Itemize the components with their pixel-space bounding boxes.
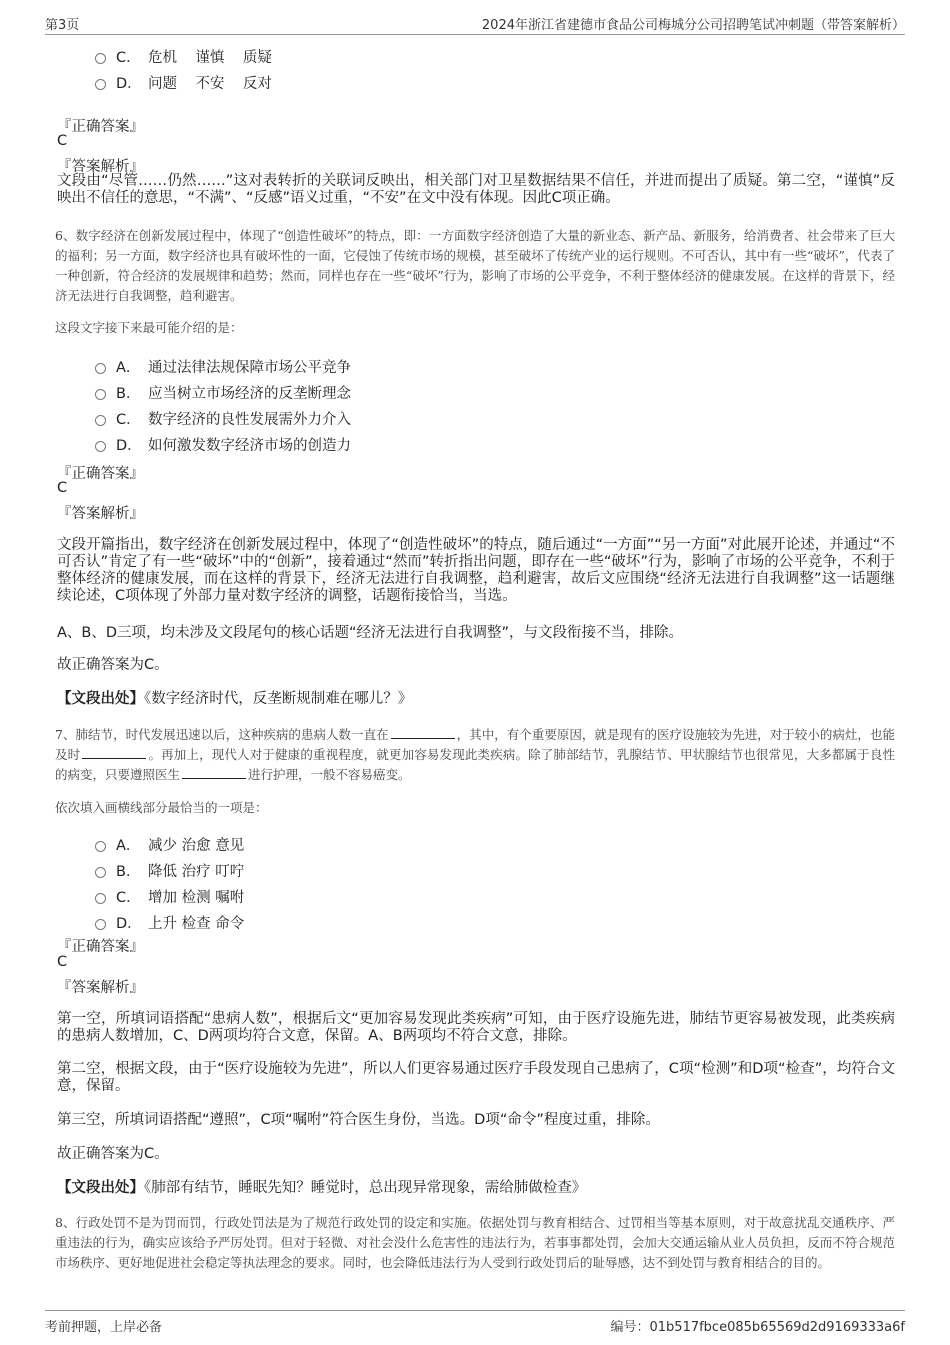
question-prompt: 依次填入画横线部分最恰当的一项是：	[55, 800, 268, 815]
analysis-paragraph: 故正确答案为C。	[57, 657, 169, 673]
document-id: 编号：01b517fbce085b65569d2d9169333a6f	[610, 1320, 905, 1335]
answer-label: 『正确答案』	[57, 466, 144, 482]
answer-value: C	[57, 133, 68, 149]
page-header	[45, 10, 905, 35]
radio-icon[interactable]	[95, 919, 106, 930]
q6-option-d[interactable]: D． 如何激发数字经济市场的创造力	[95, 433, 351, 455]
q5-option-c[interactable]: C． 危机 谨慎 质疑	[95, 45, 272, 67]
radio-icon[interactable]	[95, 363, 106, 374]
question-prompt: 这段文字接下来最可能介绍的是：	[55, 320, 243, 335]
q6-option-a[interactable]: A． 通过法律法规保障市场公平竞争	[95, 355, 351, 377]
q7-option-a[interactable]: A． 减少 治愈 意见	[95, 833, 244, 855]
source-label: 【文段出处】	[57, 691, 144, 707]
page-footer	[45, 1310, 905, 1333]
q6-option-b[interactable]: B． 应当树立市场经济的反垄断理念	[95, 381, 351, 403]
analysis-label: 『答案解析』	[57, 159, 144, 175]
q7-option-c[interactable]: C． 增加 检测 嘱咐	[95, 885, 244, 907]
answer-label: 『正确答案』	[57, 939, 144, 955]
radio-icon[interactable]	[95, 415, 106, 426]
blank-line	[391, 726, 455, 739]
question-stem: 8、行政处罚不是为罚而罚，行政处罚法是为了规范行政处罚的设定和实施。依据处罚与教育相结合、过罚相当等基本原则，对于故意扰乱交通秩序、严重违法的行为，确实应该给予严厉处罚。但对于轻微、对社会没什么危害性的违法行为，若事事都处罚，会加大交通运输从业人员负担，反而不符合规范市场秩序、更好地促进社会稳定等执法理念的要求。同时，也会降低违法行为人受到行政处罚后的耻辱感，达不到处罚与教育相结合的目的。	[55, 1215, 895, 1270]
radio-icon[interactable]	[95, 79, 106, 90]
answer-label: 『正确答案』	[57, 119, 144, 135]
question-stem: 6、数字经济在创新发展过程中，体现了“创造性破坏”的特点，即：一方面数字经济创造了大量的新业态、新产品、新服务，给消费者、社会带来了巨大的福利；另一方面，数字经济也具有破坏性的一面，它侵蚀了传统市场的规模，甚至破坏了传统产业的运行规则。不可否认，其中有一些“破坏”，代表了一种创新，符合经济的发展规律和趋势；然而，同样也存在一些“破坏”行为，影响了市场的公平竞争，不利于整体经济的健康发展。在这样的背景下，经济无法进行自我调整，趋利避害。	[55, 228, 895, 303]
radio-icon[interactable]	[95, 893, 106, 904]
analysis-paragraph: 第二空，根据文段，由于“医疗设施较为先进”，所以人们更容易通过医疗手段发现自己患病了，C项“检测”和D项“检查”，均符合文意，保留。	[57, 1061, 895, 1094]
radio-icon[interactable]	[95, 53, 106, 64]
document-title: 2024年浙江省建德市食品公司梅城分公司招聘笔试冲刺题（带答案解析）	[481, 18, 905, 33]
source-label: 【文段出处】	[57, 1180, 144, 1196]
analysis-label: 『答案解析』	[57, 980, 144, 996]
radio-icon[interactable]	[95, 389, 106, 400]
source-line	[57, 1180, 895, 1197]
footer-slogan: 考前押题，上岸必备	[45, 1320, 163, 1335]
analysis-paragraph: 文段开篇指出，数字经济在创新发展过程中，体现了“创造性破坏”的特点，随后通过“一方面”“另一方面”对此展开论述，并通过“不可否认”肯定了有一些“破坏”中的“创新”，接着通过“然而”转折指出问题，即存在一些“破坏”行为，影响了市场的公平竞争，不利于整体经济的健康发展，而在这样的背景下，经济无法进行自我调整，趋利避害，故后文应围绕“经济无法进行自我调整”这一话题继续论述，C项体现了外部力量对数字经济的调整，话题衔接恰当，当选。	[57, 537, 895, 604]
source-line	[57, 691, 895, 708]
answer-value: C	[57, 954, 68, 970]
analysis-paragraph: 第一空，所填词语搭配“患病人数”，根据后文“更加容易发现此类疾病”可知，由于医疗设施先进，肺结节更容易被发现，此类疾病的患病人数增加，C、D两项均符合文意，保留。A、B两项均不符合文意，排除。	[57, 1011, 895, 1044]
q7-option-b[interactable]: B． 降低 治疗 叮咛	[95, 859, 244, 881]
radio-icon[interactable]	[95, 841, 106, 852]
answer-value: C	[57, 480, 68, 496]
page-number: 第3页	[45, 18, 80, 33]
analysis-paragraph: 第三空，所填词语搭配“遵照”，C项“嘱咐”符合医生身份，当选。D项“命令”程度过重，排除。	[57, 1112, 660, 1128]
blank-line	[82, 746, 146, 759]
analysis-paragraph: A、B、D三项，均未涉及文段尾句的核心话题“经济无法进行自我调整”，与文段衔接不当，排除。	[57, 625, 684, 641]
radio-icon[interactable]	[95, 867, 106, 878]
source-title: 《肺部有结节，睡眠先知？睡觉时，总出现异常现象，需给肺做检查》	[144, 1180, 587, 1196]
source-title: 《数字经济时代，反垄断规制难在哪儿？》	[144, 691, 413, 707]
analysis-text: 文段由“尽管……仍然……”这对表转折的关联词反映出，相关部门对卫星数据结果不信任，并进而提出了质疑。第二空，“谨慎”反映出不信任的意思，“不满”、“反感”语义过重，“不安”在文中没有体现。因此C项正确。	[57, 173, 895, 206]
q5-option-d[interactable]: D． 问题 不安 反对	[95, 71, 272, 93]
analysis-paragraph: 故正确答案为C。	[57, 1146, 169, 1162]
q6-option-c[interactable]: C． 数字经济的良性发展需外力介入	[95, 407, 351, 429]
q7-option-d[interactable]: D． 上升 检查 命令	[95, 911, 244, 933]
radio-icon[interactable]	[95, 441, 106, 452]
question-stem: 7、肺结节，时代发展迅速以后，这种疾病的患病人数一直在 ，其中，有个重要原因，就是现有的医疗设施较为先进，对于较小的病灶，也能及时 。再加上，现代人对于健康的重视程度，就更加容易发现此类疾病。除了肺部结节，乳腺结节、甲状腺结节也很常见，大多都属于良性的病变，只要遵照医生 进行护理，一般不容易癌变。	[55, 727, 895, 782]
blank-line	[182, 766, 246, 779]
analysis-label: 『答案解析』	[57, 506, 144, 522]
